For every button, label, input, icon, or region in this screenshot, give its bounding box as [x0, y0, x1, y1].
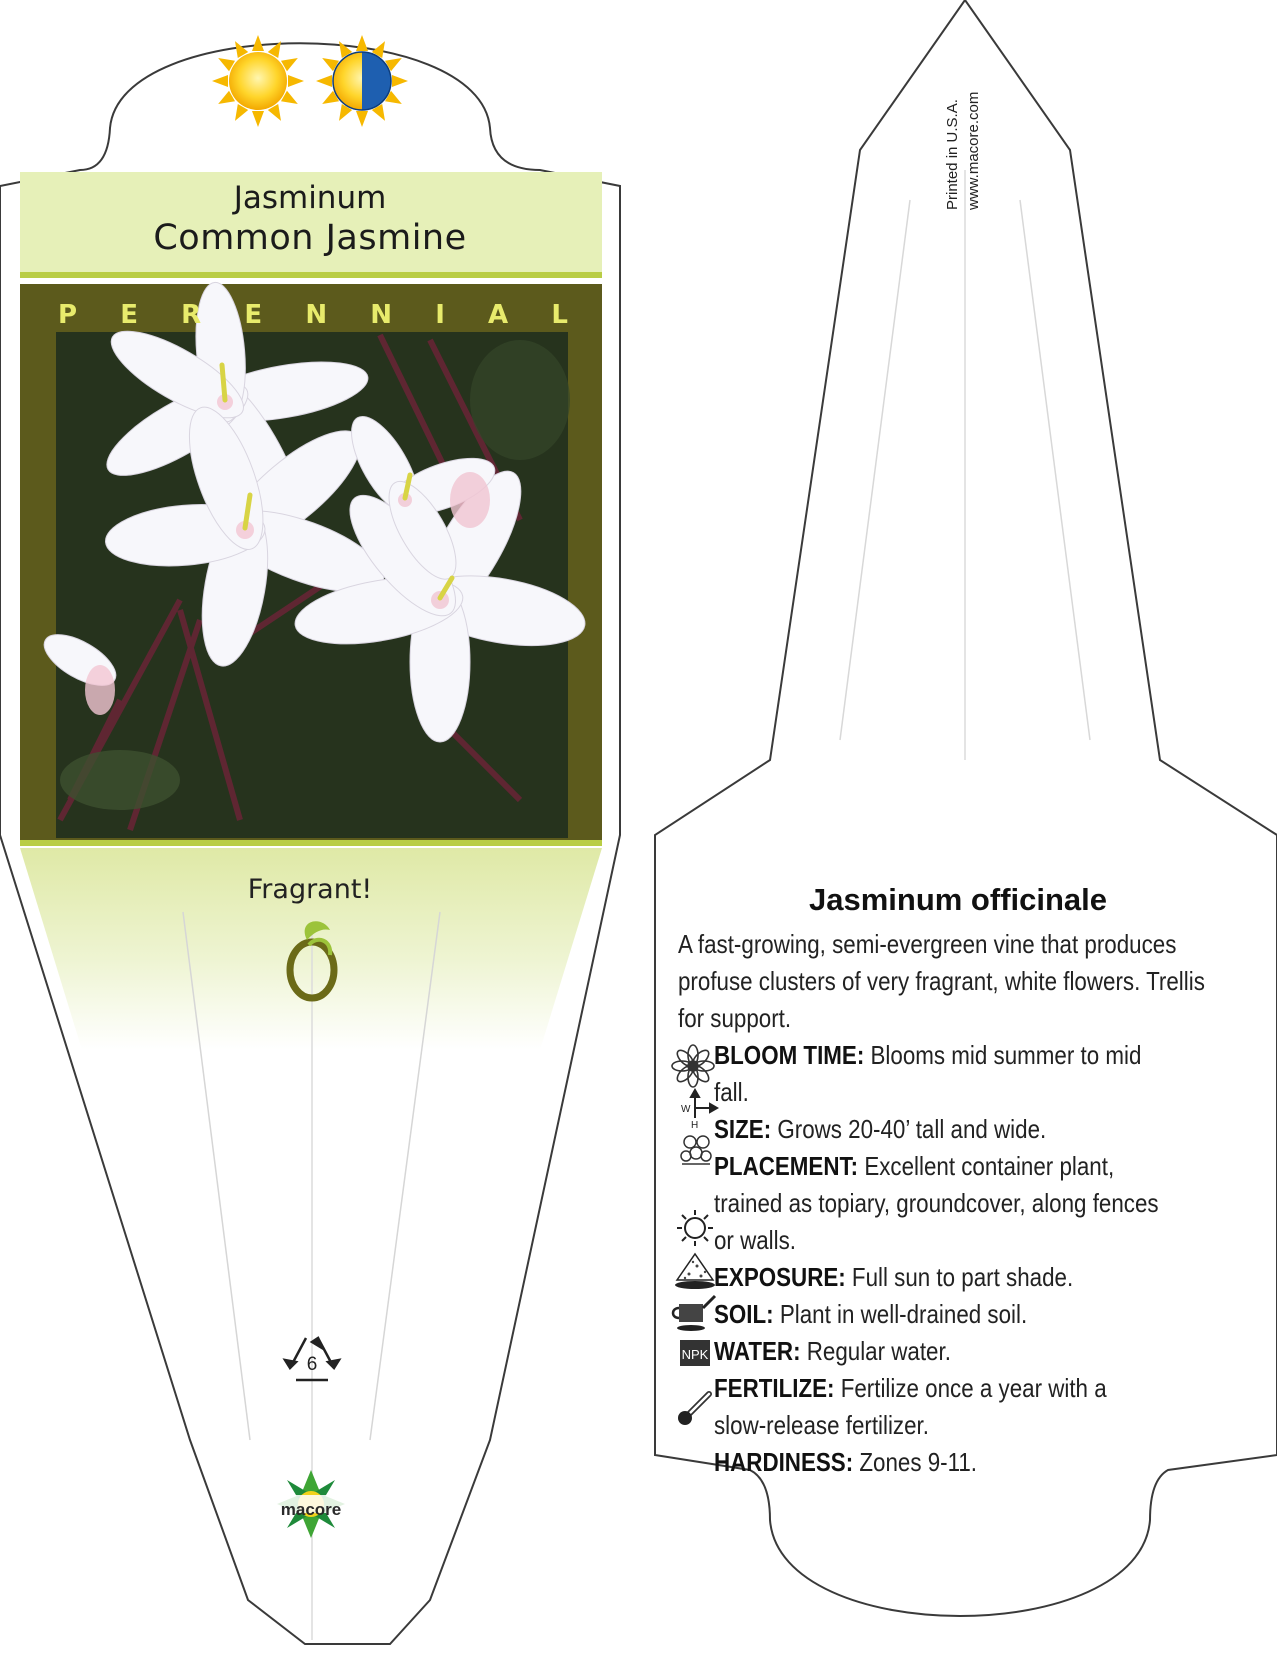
category-letter: E — [120, 300, 138, 330]
printed-line-1: Printed in U.S.A. — [944, 99, 961, 210]
care-item-label: BLOOM TIME: — [714, 1040, 865, 1070]
category-letter: N — [305, 300, 328, 330]
care-item-text — [714, 1444, 1165, 1481]
category-letter: P — [58, 300, 78, 330]
care-item-text — [714, 1370, 1165, 1444]
care-item-value: Full sun to part shade. — [845, 1262, 1074, 1292]
care-item-value: Zones 9-11. — [853, 1447, 978, 1477]
care-item-label: FERTILIZE: — [714, 1373, 835, 1403]
care-item-value: Fertilize once a year with a slow-release fertilizer. — [714, 1373, 1107, 1440]
feature-text: Fragrant! — [247, 874, 373, 905]
category-letter: A — [488, 300, 509, 330]
care-item — [678, 1148, 1238, 1259]
care-item-label: WATER: — [714, 1336, 801, 1366]
care-item-text — [714, 1296, 1165, 1333]
category-label — [58, 300, 568, 330]
care-item-value: Blooms mid summer to mid fall. — [714, 1040, 1142, 1107]
care-list — [678, 1037, 1238, 1481]
care-item — [678, 1259, 1238, 1296]
care-item — [678, 1333, 1238, 1370]
watering-can-icon — [678, 1336, 708, 1366]
care-item-label: PLACEMENT: — [714, 1151, 859, 1181]
brand-name: macore — [280, 1500, 342, 1519]
plant-description: A fast-growing, semi-evergreen vine that produces profuse clusters of very fragrant, white flowers. Trellis for support. — [678, 929, 1205, 1033]
jasmine-photo — [36, 280, 590, 838]
care-item-label: SOIL: — [714, 1299, 774, 1329]
care-item-value: Plant in well-drained soil. — [773, 1299, 1028, 1329]
care-item-text — [714, 1037, 1165, 1111]
care-item — [678, 1444, 1238, 1481]
category-letter: L — [551, 300, 568, 330]
care-info — [678, 882, 1238, 1481]
svg-text:W: W — [681, 1104, 691, 1115]
care-item — [678, 1296, 1238, 1333]
printed-line-2: www.macore.com — [965, 91, 982, 210]
svg-text:H: H — [691, 1120, 699, 1131]
care-item-label: HARDINESS: — [714, 1447, 854, 1477]
care-item-value: Excellent container plant, trained as topiary, groundcover, along fences or walls. — [714, 1151, 1159, 1255]
care-item-label: EXPOSURE: — [714, 1262, 846, 1292]
category-letter: R — [181, 300, 202, 330]
sun-outline-icon — [678, 1262, 708, 1292]
category-letter: I — [435, 300, 445, 330]
care-item — [678, 1037, 1238, 1111]
care-item-text — [714, 1148, 1165, 1259]
common-name: Common Jasmine — [153, 218, 467, 258]
placement-flowers-icon — [678, 1151, 708, 1181]
care-item-label: SIZE: — [714, 1114, 772, 1144]
printed-info — [942, 92, 984, 210]
soil-icon — [678, 1299, 708, 1329]
thermometer-icon — [678, 1447, 708, 1477]
botanical-name: Jasminum officinale — [808, 882, 1108, 917]
recycle-number: 6 — [306, 1354, 318, 1375]
care-item-text — [714, 1333, 1165, 1370]
care-item-text — [714, 1111, 1165, 1148]
svg-text:NPK: NPK — [681, 1347, 709, 1362]
care-item — [678, 1111, 1238, 1148]
npk-icon — [678, 1373, 708, 1403]
genus-name: Jasminum — [233, 180, 387, 216]
category-letter: E — [244, 300, 263, 330]
category-letter: N — [370, 300, 393, 330]
care-item-value: Grows 20-40’ tall and wide. — [771, 1114, 1047, 1144]
care-item-value: Regular water. — [800, 1336, 951, 1366]
care-item-text — [714, 1259, 1165, 1296]
flower-icon — [678, 1040, 708, 1070]
care-item — [678, 1370, 1238, 1444]
size-arrows-icon — [678, 1114, 708, 1144]
